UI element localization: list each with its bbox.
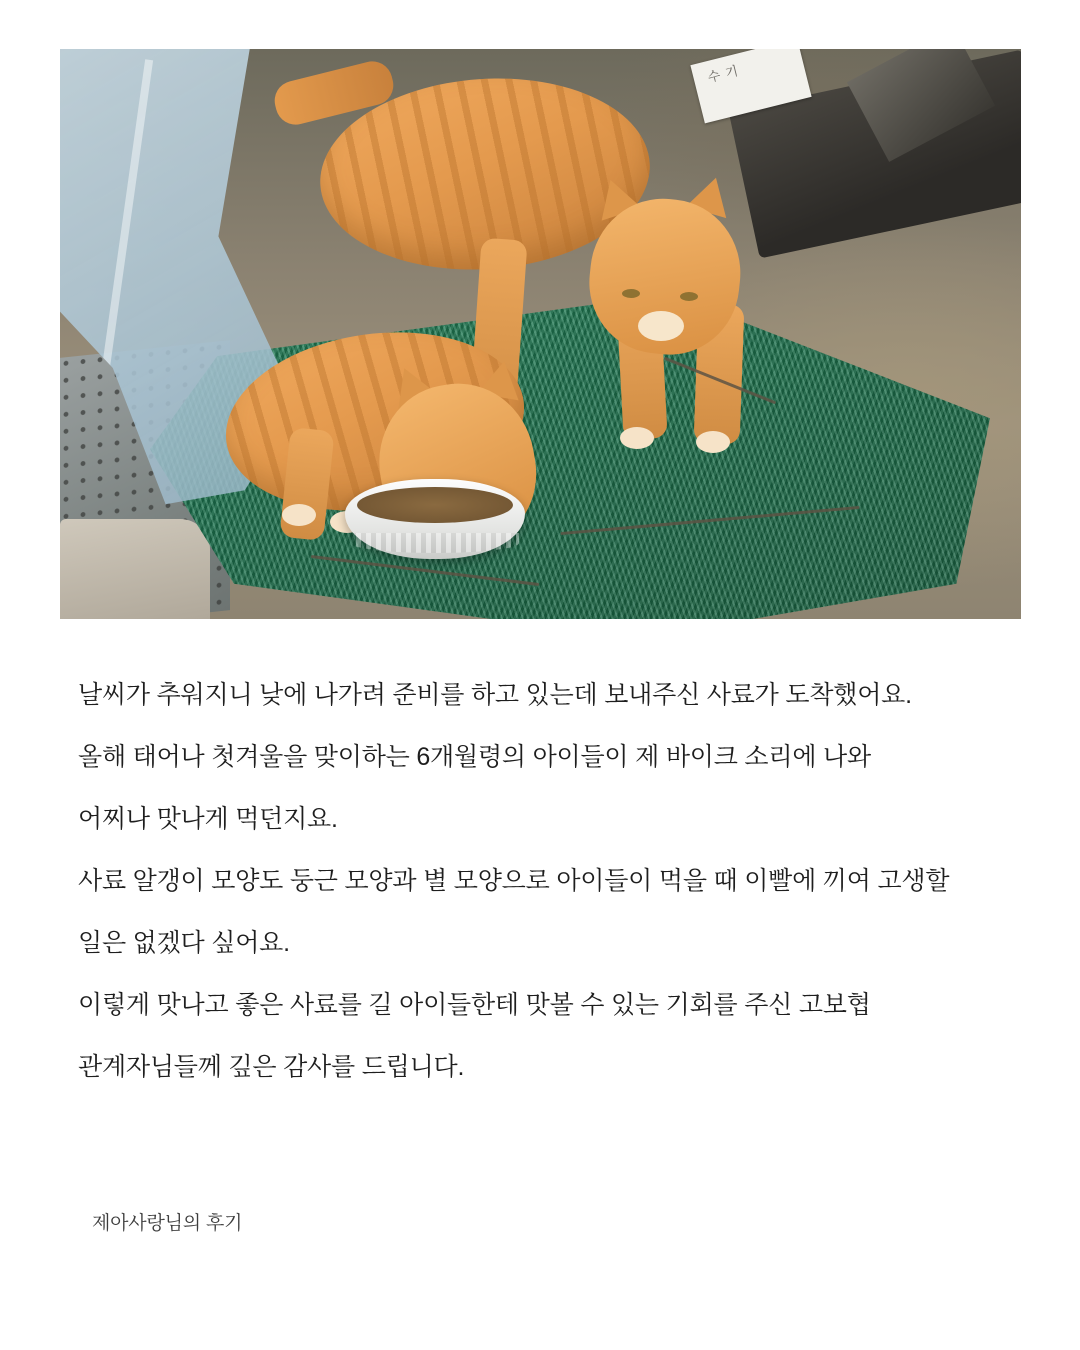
review-line: 일은 없겠다 싶어요. xyxy=(78,929,290,957)
review-line: 사료 알갱이 모양도 둥근 모양과 별 모양으로 아이들이 먹을 때 이빨에 끼여 고생할 xyxy=(78,867,950,895)
review-text xyxy=(78,678,1008,1084)
review-line: 이렇게 맛나고 좋은 사료를 길 아이들한테 맛볼 수 있는 기회를 주신 고보협 xyxy=(78,991,871,1019)
photo-container xyxy=(60,49,1021,619)
photo-background xyxy=(60,49,1021,619)
review-author-credit: 제아사랑님의 후기 xyxy=(92,1213,243,1234)
cat-paw xyxy=(282,504,316,526)
review-line: 어찌나 맛나게 먹던지요. xyxy=(78,805,338,833)
review-line: 올해 태어나 첫겨울을 맞이하는 6개월령의 아이들이 제 바이크 소리에 나와 xyxy=(78,743,871,771)
concrete-block xyxy=(60,519,210,619)
cat-paw xyxy=(620,427,654,449)
food-bowl xyxy=(345,479,525,559)
review-line: 관계자님들께 깊은 감사를 드립니다. xyxy=(78,1053,465,1081)
cat-eye xyxy=(680,292,698,301)
review-line: 날씨가 추워지니 낮에 나가려 준비를 하고 있는데 보내주신 사료가 도착했어요. xyxy=(78,681,912,709)
cat-muzzle xyxy=(638,311,684,341)
cat-paw xyxy=(696,431,730,453)
cat-eye xyxy=(622,289,640,298)
paper-sign-text: 수 기 xyxy=(706,62,741,86)
